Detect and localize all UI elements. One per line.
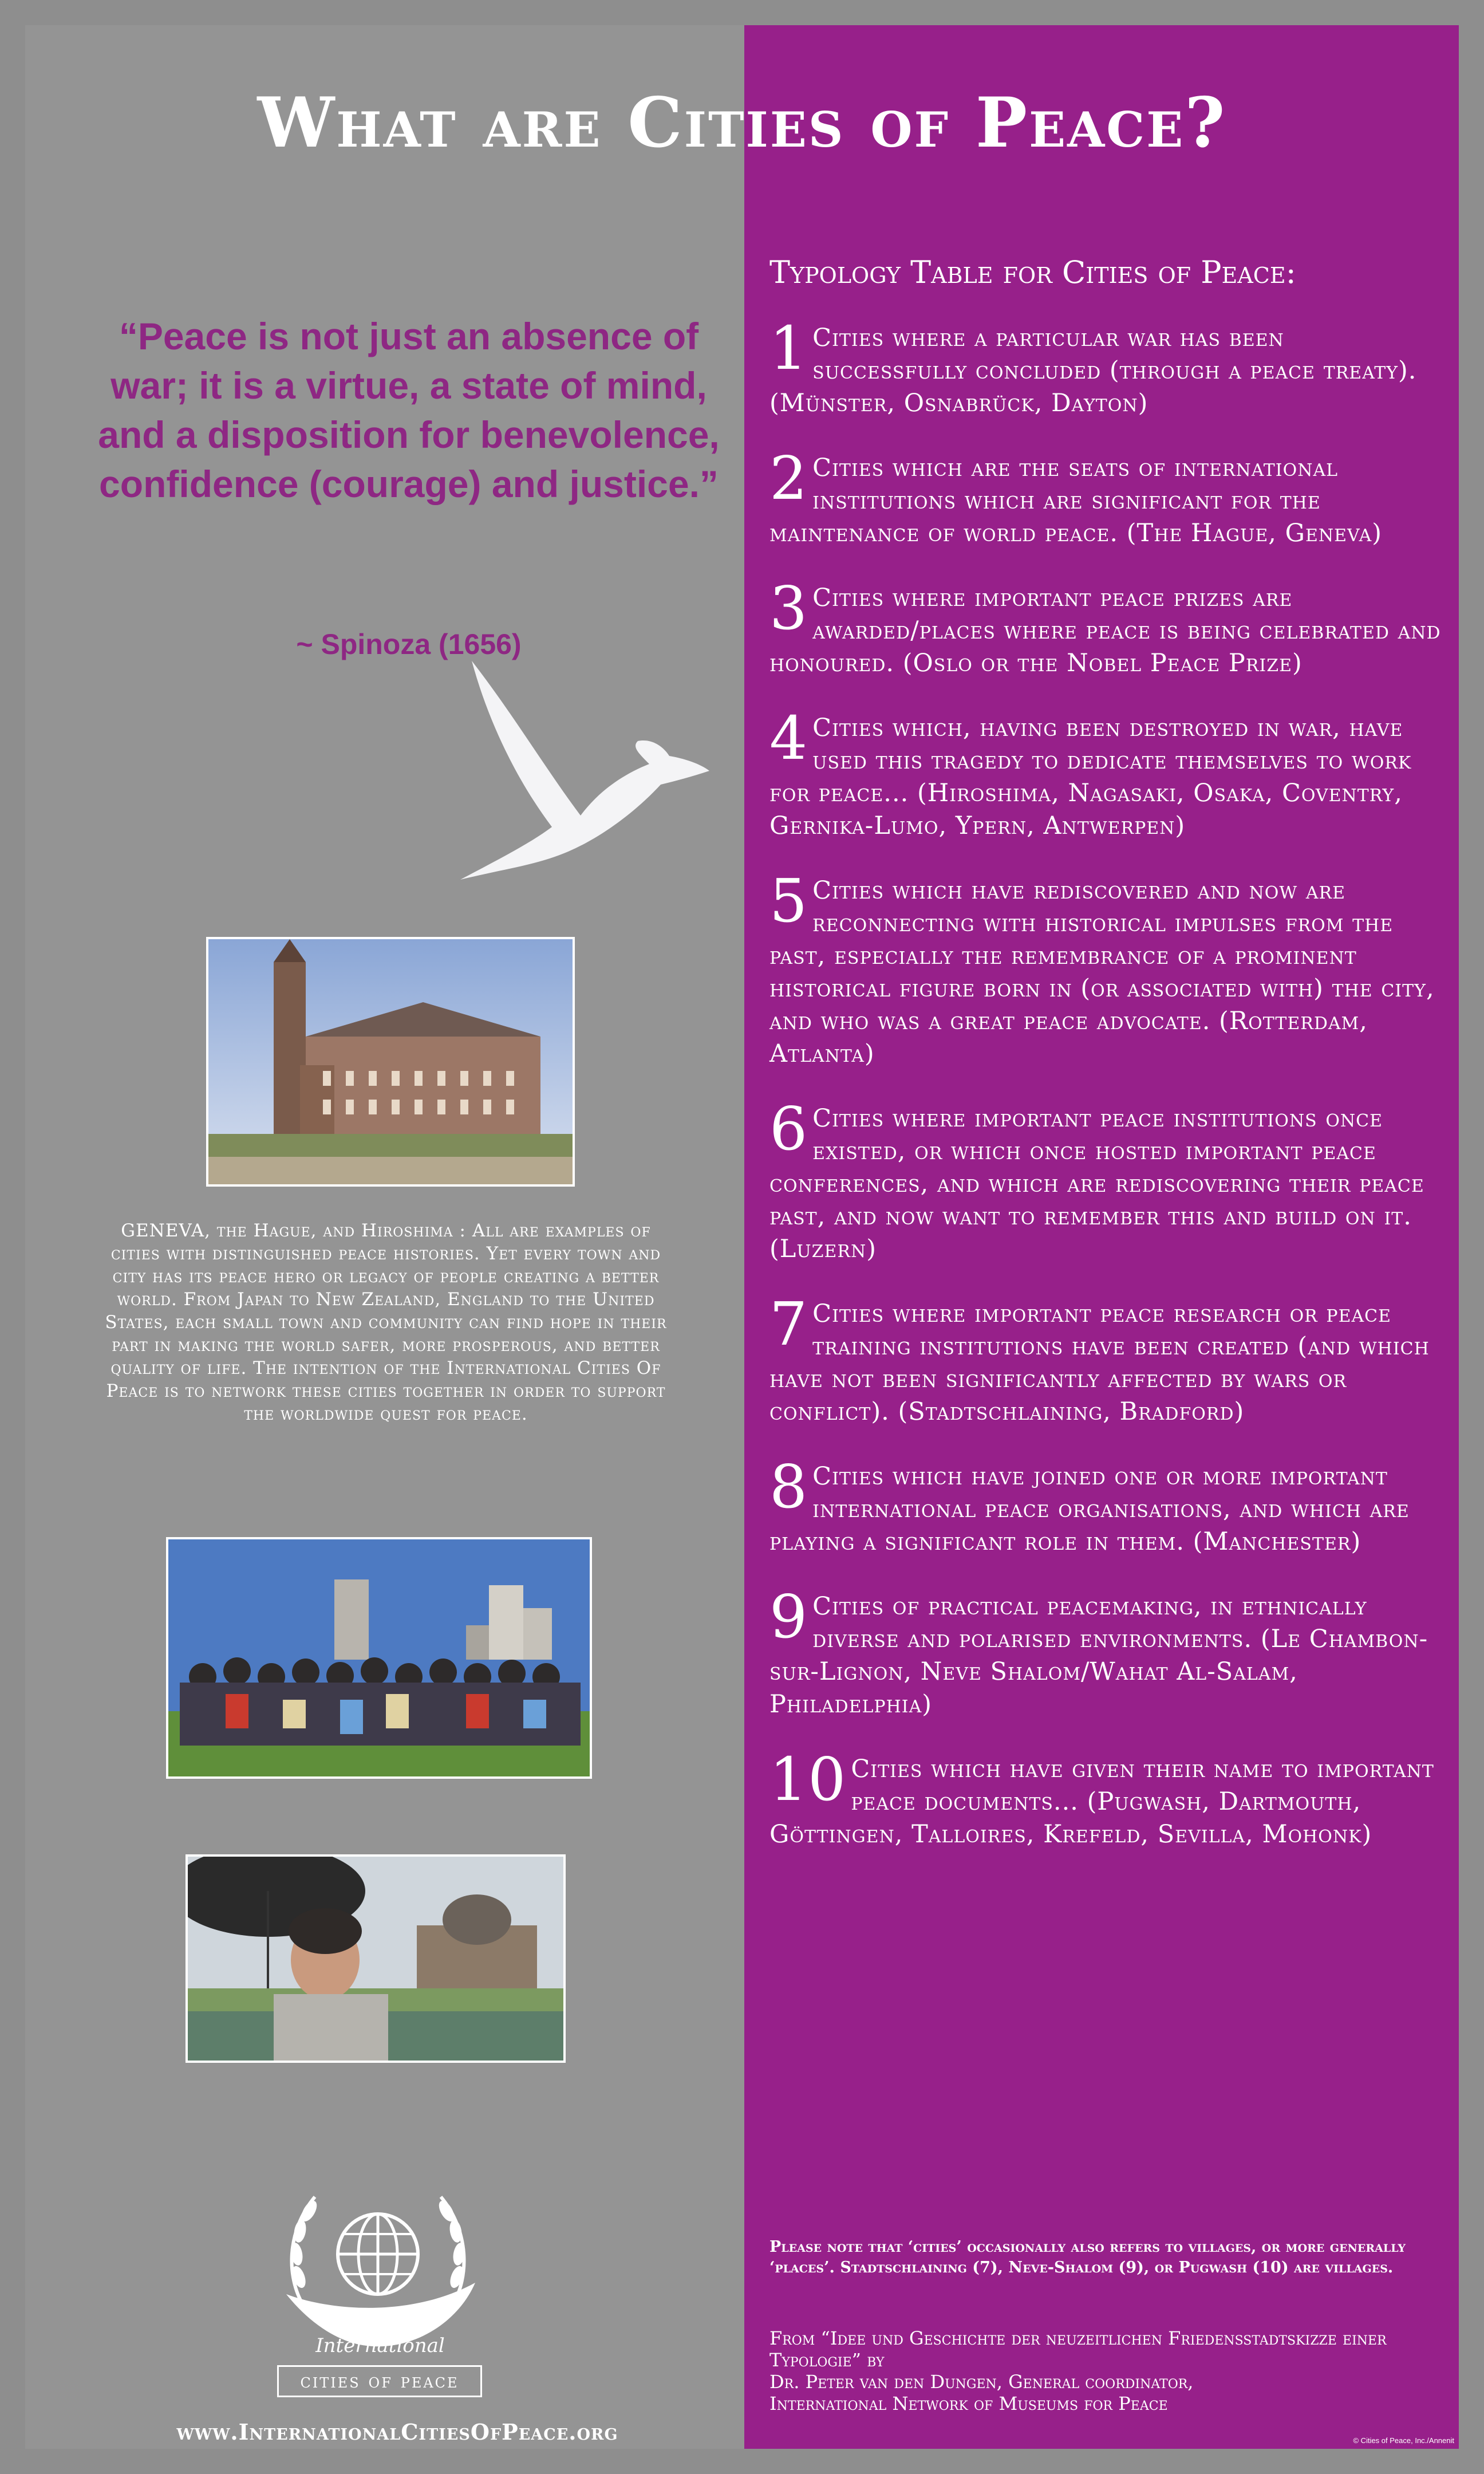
item-number: 1	[769, 313, 808, 383]
copyright-notice: © Cities of Peace, Inc./Annenit	[1353, 2436, 1454, 2445]
item-number: 8	[769, 1452, 808, 1522]
source-line: International Network of Museums for Peace	[769, 2393, 1168, 2414]
item-text: Cities where important peace institutions once existed, or which once hosted important peace conferences, and which are rediscovering their peace past, and now want to remember this and build on it. (Luzern)	[769, 1104, 1424, 1263]
item-number: 3	[769, 573, 808, 643]
spinoza-quote: “Peace is not just an absence of war; it is a virtue, a state of mind, and a disposition for benevolence, confidence (courage) and justice.”	[98, 315, 720, 505]
website-link[interactable]: www.InternationalCitiesOfPeace.org	[176, 2419, 618, 2445]
quote-attribution: ~ Spinoza (1656)	[296, 628, 522, 660]
typology-item	[769, 1452, 1445, 1558]
typology-list	[769, 313, 1445, 1883]
typology-item	[769, 313, 1445, 420]
hiroshima-photo	[186, 1854, 566, 2063]
item-text: Cities which have rediscovered and now are reconnecting with historical impulses from the past, especially the remembrance of a prominent historical figure born in (or associated with) the city, and who was a great peace advocate. (Rotterdam, Atlanta)	[769, 876, 1435, 1068]
item-text: Cities where important peace prizes are awarded/places where peace is being celebrated and honoured. (Oslo or the Nobel Peace Prize)	[769, 584, 1441, 677]
typology-item	[769, 1744, 1445, 1851]
typology-item	[769, 866, 1445, 1070]
typology-item	[769, 443, 1445, 550]
typology-item	[769, 1582, 1445, 1721]
typology-item	[769, 1289, 1445, 1428]
item-text: Cities which are the seats of international institutions which are significant for the maintenance of world peace. (The Hague, Geneva)	[769, 454, 1383, 547]
item-text: Cities of practical peacemaking, in ethnically diverse and polarised environments. (Le Chambon-sur-Lignon, Neve Shalom/Wahat Al-Salam, Philadelphia)	[769, 1592, 1428, 1719]
peace-palace-photo	[206, 937, 575, 1187]
page-title: What are Cities of Peace?	[257, 82, 1227, 163]
item-number: 9	[769, 1582, 808, 1652]
source-line: From “Idee und Geschichte der neuzeitlichen Friedensstadtskizze einer Typologie” by	[769, 2327, 1387, 2371]
item-number: 2	[769, 443, 808, 513]
item-number: 5	[769, 866, 808, 936]
group-photo	[166, 1537, 592, 1779]
typology-item	[769, 573, 1445, 680]
logo-box-text: cities of peace	[277, 2365, 482, 2397]
item-text: Cities which have given their name to important peace documents... (Pugwash, Dartmouth, Göttingen, Talloires, Krefeld, Sevilla, Mohonk)	[769, 1755, 1434, 1849]
item-text: Cities where important peace research or peace training institutions have been created (and which have not been significantly affected by wars or conflict). (Stadtschlaining, Bradford)	[769, 1299, 1430, 1426]
typology-item	[769, 1094, 1445, 1266]
typology-item	[769, 703, 1445, 842]
source-line: Dr. Peter van den Dungen, General coordinator,	[769, 2371, 1194, 2393]
item-text: Cities where a particular war has been successfully concluded (through a peace treaty). (Münster, Osnabrück, Dayton)	[769, 324, 1417, 417]
typology-title: Typology Table for Cities of Peace:	[769, 254, 1296, 290]
item-number: 10	[769, 1744, 847, 1814]
logo-script-text: International	[315, 2334, 445, 2357]
item-number: 7	[769, 1289, 808, 1359]
dove-icon	[449, 644, 712, 884]
item-text: Cities which, having been destroyed in war, have used this tragedy to dedicate themselves to work for peace... (Hiroshima, Nagasaki, Osaka, Coventry, Gernika-Lumo, Ypern, Antwerpen)	[769, 714, 1412, 840]
item-number: 6	[769, 1094, 808, 1164]
villages-note: Please note that ‘cities’ occasionally also refers to villages, or more generally ‘places’. Stadtschlaining (7), Neve-Shalom (9), or Pugwash (10) are villages.	[769, 2238, 1406, 2276]
item-number: 4	[769, 703, 808, 773]
source-citation	[769, 2327, 1434, 2414]
poster	[25, 25, 1459, 2449]
item-text: Cities which have joined one or more important international peace organisations, and which are playing a significant role in them. (Manchester)	[769, 1462, 1410, 1556]
cities-description: GENEVA, the Hague, and Hiroshima : All are examples of cities with distinguished peace histories. Yet every town and city has its peace hero or legacy of people creating a better world. From Japan to New Zealand, England to the United States, each small town and community can find hope in their part in making the world safer, more prosperous, and better quality of life. The intention of the International Cities Of Peace is to network these cities together in order to support the worldwide quest for peace.	[105, 1220, 667, 1424]
